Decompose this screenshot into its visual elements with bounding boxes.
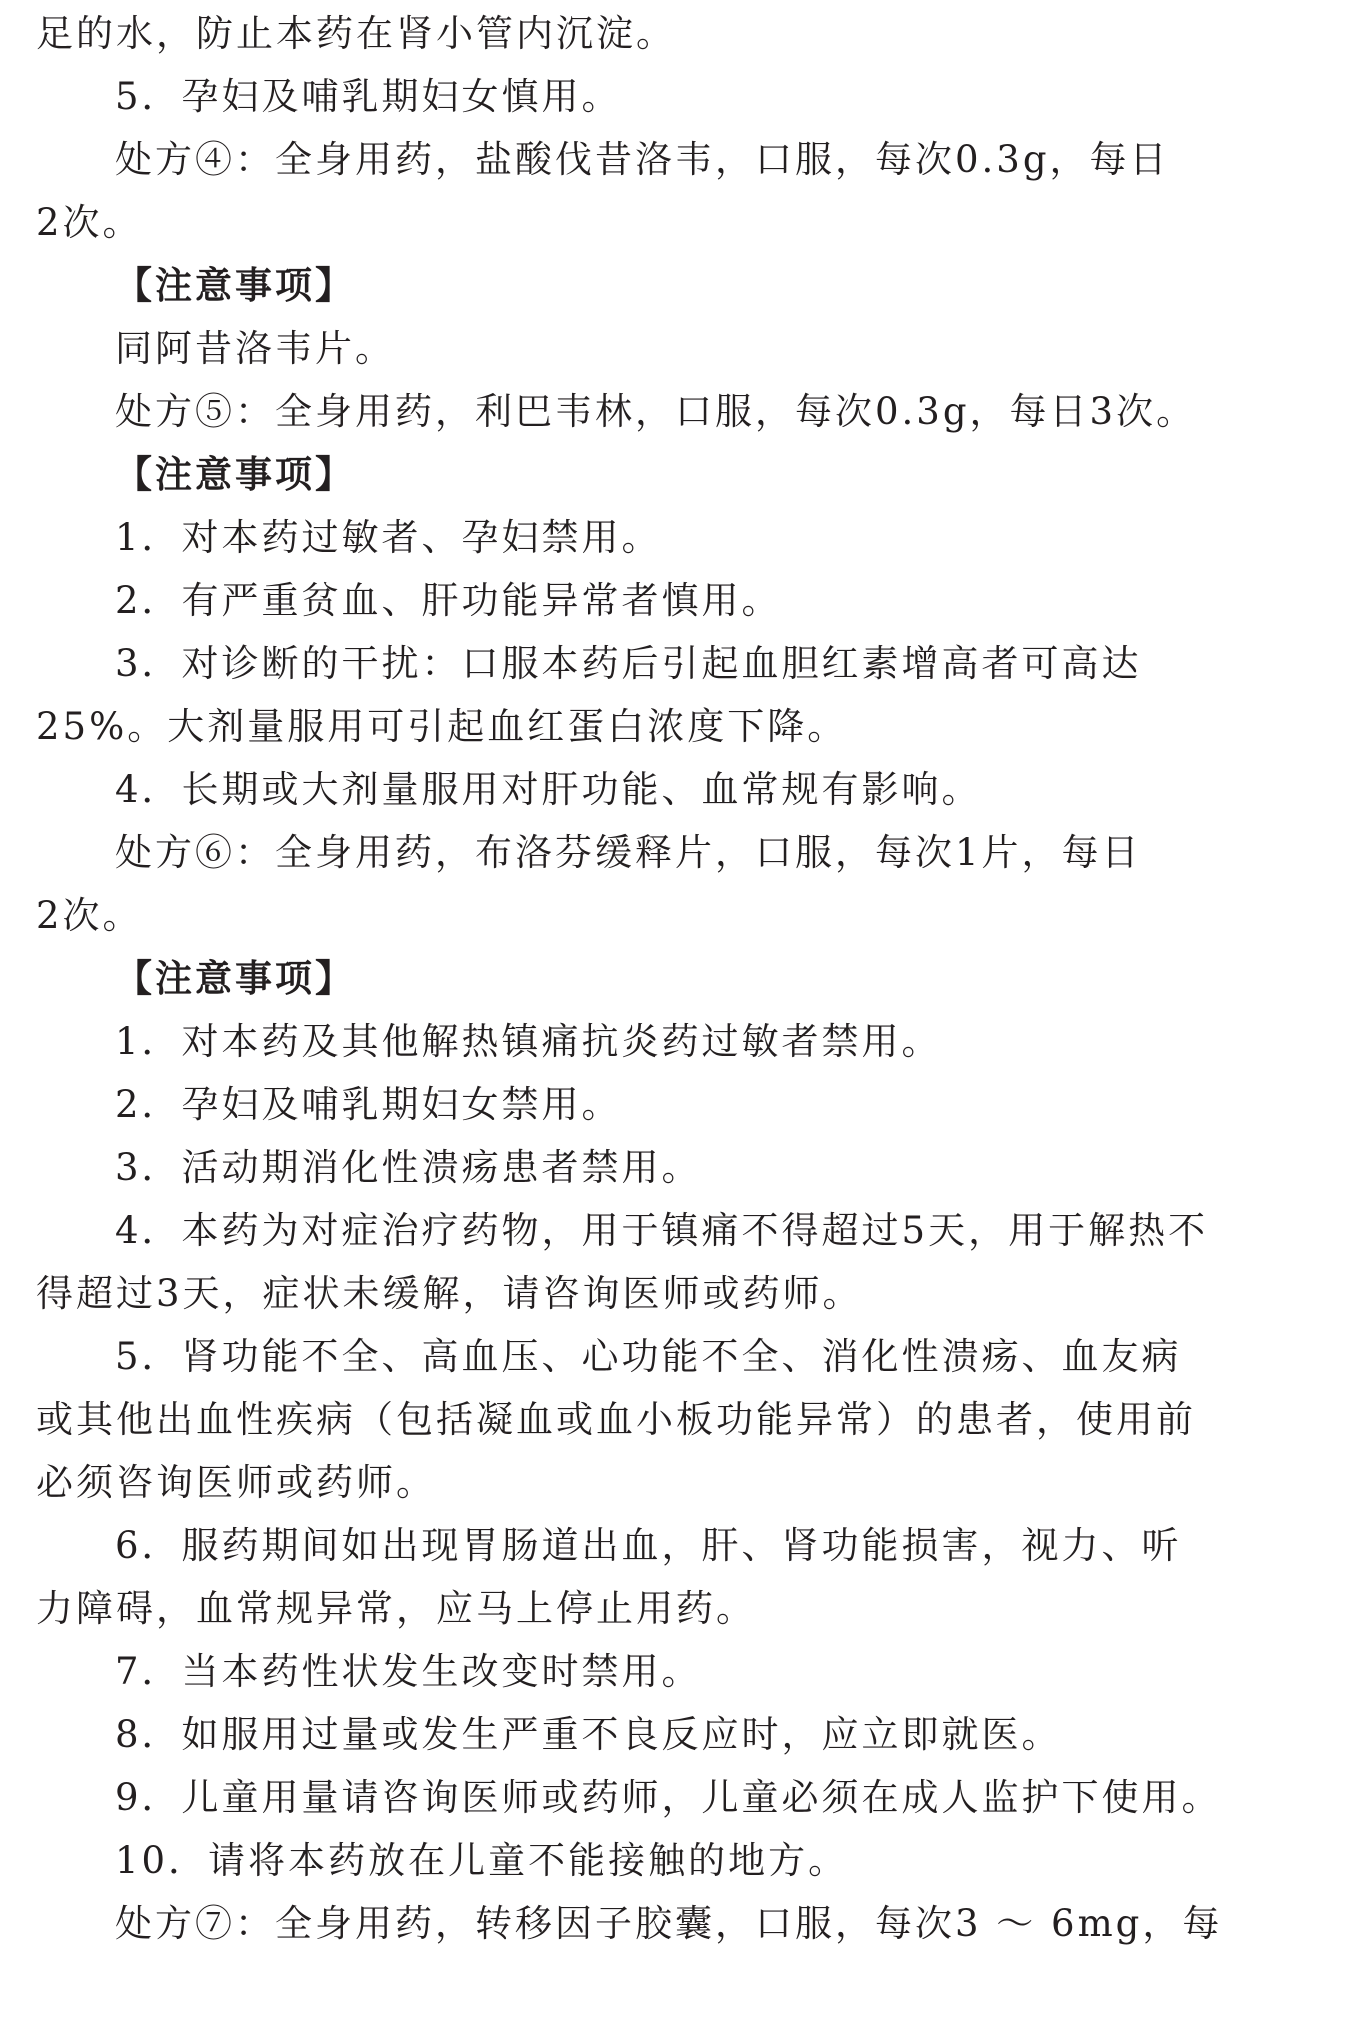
text-line: 得超过3天，症状未缓解，请咨询医师或药师。 (36, 1272, 863, 1315)
text-line: 或其他出血性疾病（包括凝血或血小板功能异常）的患者，使用前 (36, 1398, 1196, 1441)
prescription-line: 处方⑦：全身用药，转移因子胶囊，口服，每次3 ～ 6mg，每 (115, 1902, 1223, 1945)
list-item: 7．当本药性状发生改变时禁用。 (115, 1650, 702, 1693)
text-line: 5．孕妇及哺乳期妇女慎用。 (115, 75, 622, 118)
text-line: 必须咨询医师或药师。 (36, 1461, 436, 1504)
list-item: 4．长期或大剂量服用对肝功能、血常规有影响。 (115, 768, 982, 811)
list-item: 4．本药为对症治疗药物，用于镇痛不得超过5天，用于解热不 (115, 1209, 1209, 1252)
list-item: 1．对本药及其他解热镇痛抗炎药过敏者禁用。 (115, 1020, 942, 1063)
list-item: 6．服药期间如出现胃肠道出血，肝、肾功能损害，视力、听 (115, 1524, 1182, 1567)
list-item: 2．有严重贫血、肝功能异常者慎用。 (115, 579, 782, 622)
prescription-line: 处方⑥：全身用药，布洛芬缓释片，口服，每次1片，每日 (115, 831, 1142, 874)
list-item: 1．对本药过敏者、孕妇禁用。 (115, 516, 662, 559)
section-heading: 【注意事项】 (115, 957, 355, 1000)
list-item: 8．如服用过量或发生严重不良反应时，应立即就医。 (115, 1713, 1062, 1756)
text-line: 同阿昔洛韦片。 (115, 327, 395, 370)
text-line: 2次。 (36, 201, 143, 244)
text-line: 足的水，防止本药在肾小管内沉淀。 (36, 12, 676, 55)
list-item: 2．孕妇及哺乳期妇女禁用。 (115, 1083, 622, 1126)
section-heading: 【注意事项】 (115, 264, 355, 307)
text-line: 力障碍，血常规异常，应马上停止用药。 (36, 1587, 756, 1630)
list-item: 10．请将本药放在儿童不能接触的地方。 (115, 1839, 849, 1882)
prescription-line: 处方⑤：全身用药，利巴韦林，口服，每次0.3g，每日3次。 (115, 390, 1197, 433)
list-item: 5．肾功能不全、高血压、心功能不全、消化性溃疡、血友病 (115, 1335, 1182, 1378)
list-item: 9．儿童用量请咨询医师或药师，儿童必须在成人监护下使用。 (115, 1776, 1222, 1819)
list-item: 3．活动期消化性溃疡患者禁用。 (115, 1146, 702, 1189)
text-line: 2次。 (36, 894, 143, 937)
prescription-line: 处方④：全身用药，盐酸伐昔洛韦，口服，每次0.3g，每日 (115, 138, 1170, 181)
section-heading: 【注意事项】 (115, 453, 355, 496)
list-item: 3．对诊断的干扰：口服本药后引起血胆红素增高者可高达 (115, 642, 1142, 685)
text-line: 25%。大剂量服用可引起血红蛋白浓度下降。 (36, 705, 848, 748)
